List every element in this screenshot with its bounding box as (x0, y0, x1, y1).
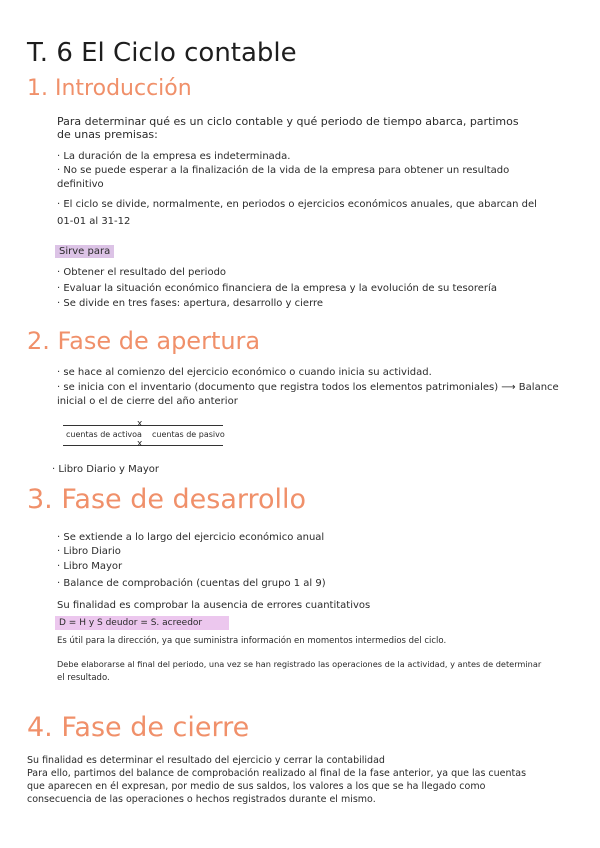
balance-formula: D = H y S deudor = S. acreedor (55, 616, 229, 630)
cierre-line: Para ello, partimos del balance de comprobación realizado al final de la fase anterior, ya que las cuentas (27, 768, 527, 779)
template-x-bottom: x (137, 439, 143, 449)
premise-item: · El ciclo se divide, normalmente, en periodos o ejercicios económicos anuales, que abarcan del (57, 199, 537, 210)
apertura-line: inicial o el de cierre del año anterior (57, 396, 238, 407)
cierre-line: Su finalidad es determinar el resultado del ejercicio y cerrar la contabilidad (27, 755, 385, 766)
section-heading-introduccion: 1. Introducción (27, 76, 192, 101)
books-line: · Libro Diario y Mayor (52, 464, 160, 475)
use-item: · Evaluar la situación económico financiera de la empresa y la evolución de su tesorería (57, 283, 497, 294)
template-debit-accounts: cuentas de activo (66, 430, 138, 439)
use-item: · Se divide en tres fases: apertura, desarrollo y cierre (57, 298, 324, 309)
desarrollo-item: · Libro Mayor (57, 561, 123, 572)
premise-item: 01-01 al 31-12 (57, 216, 131, 227)
desarrollo-item: · Se extiende a lo largo del ejercicio económico anual (57, 532, 325, 543)
finality-line: Su finalidad es comprobar la ausencia de errores cuantitativos (57, 600, 371, 611)
apertura-line: · se inicia con el inventario (documento que registra todos los elementos patrimoniales) ⟶ Balance (57, 382, 559, 393)
desarrollo-item: · Balance de comprobación (cuentas del grupo 1 al 9) (57, 578, 326, 589)
intro-text-line: de unas premisas: (57, 128, 158, 141)
template-top-line (63, 425, 223, 426)
page-title: T. 6 El Ciclo contable (27, 38, 297, 68)
elaboration-line: el resultado. (57, 673, 110, 683)
intro-text-line: Para determinar qué es un ciclo contable y qué periodo de tiempo abarca, partimos (57, 115, 519, 128)
cierre-line: consecuencia de las operaciones o hechos registrados durante el mismo. (27, 794, 376, 805)
apertura-line: · se hace al comienzo del ejercicio económico o cuando inicia su actividad. (57, 367, 432, 378)
cierre-line: que aparecen en él expresan, por medio de sus saldos, los valores a los que se ha llegado como (27, 781, 486, 792)
template-a: a (137, 430, 142, 439)
sirve-para-label: Sirve para (55, 245, 114, 258)
section-heading-apertura: 2. Fase de apertura (27, 327, 261, 355)
elaboration-line: Debe elaborarse al final del periodo, una vez se han registrado las operaciones de la actividad, y antes de determinar (57, 659, 542, 669)
template-bottom-line (63, 445, 223, 446)
section-heading-cierre: 4. Fase de cierre (27, 712, 250, 743)
template-x-top: x (137, 419, 143, 429)
template-credit-accounts: cuentas de pasivo (152, 430, 225, 439)
use-item: · Obtener el resultado del periodo (57, 267, 227, 278)
section-heading-desarrollo: 3. Fase de desarrollo (27, 484, 307, 515)
desarrollo-item: · Libro Diario (57, 546, 121, 557)
useful-line: Es útil para la dirección, ya que suministra información en momentos intermedios del ciclo. (57, 636, 447, 646)
premise-item: · No se puede esperar a la finalización de la vida de la empresa para obtener un resultado (57, 165, 510, 176)
premise-item: definitivo (57, 179, 104, 190)
premise-item: · La duración de la empresa es indeterminada. (57, 151, 291, 162)
